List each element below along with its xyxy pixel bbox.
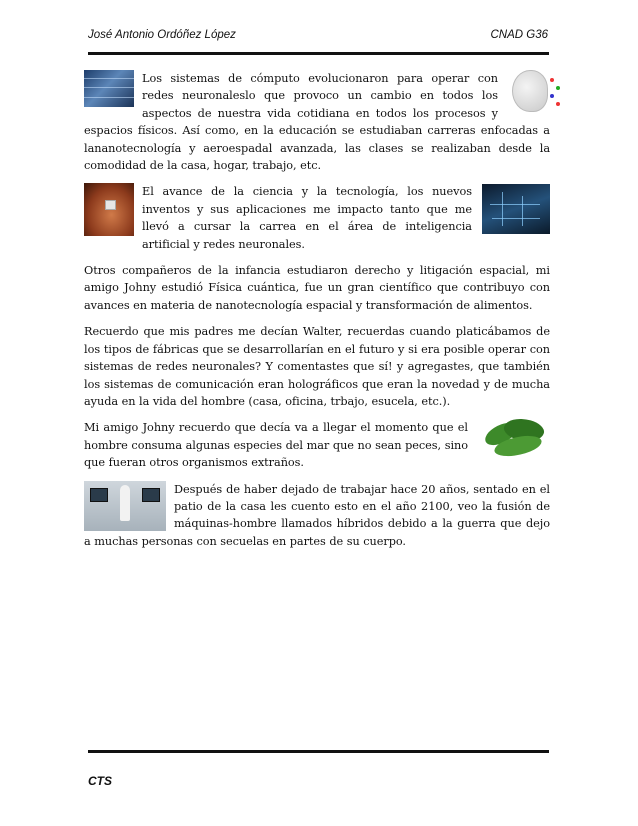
paragraph-4 — [84, 323, 550, 410]
header-course-code: CNAD G36 — [490, 29, 548, 41]
footer-rule — [88, 750, 549, 753]
footer-label: CTS — [88, 774, 112, 788]
paragraph-3 — [84, 262, 550, 314]
paragraph-5 — [84, 419, 550, 471]
header-rule — [88, 52, 549, 55]
paragraph-2-text: El avance de la ciencia y la tecnología, los nuevos inventos y sus aplicaciones me impacto tanto que me llevó a cursar la carrea en el área de inteligencia artificial y redes neuronales. — [142, 185, 472, 251]
paragraph-5-text: Mi amigo Johny recuerdo que decía va a llegar el momento que el hombre consuma algunas especies del mar que no sean peces, sino que fueran otros organismos extraños. — [84, 421, 468, 470]
page-header — [88, 29, 548, 49]
paragraph-1-text: Los sistemas de cómputo evolucionaron para operar con redes neuronaleslo que provoco un cambio en todos los aspectos de nuestra vida cotidiana en todos los procesos y espacios físicos. Así como, en la educación se estudiaban carreras enfocadas a lananotecnología y aeroespadal avanzada, las clases se realizaban desde la comodidad de la casa, hogar, trabajo, etc. — [84, 72, 550, 173]
document-body — [84, 70, 550, 559]
neural-brain-image — [506, 64, 566, 119]
circuit-city-image — [482, 184, 550, 234]
paragraph-6-text: Después de haber dejado de trabajar hace 20 años, sentado en el patio de la casa les cuento esto en el año 2100, veo la fusión de máquinas-hombre llamados híbridos debido a la guerra que dejo a muchas personas con secuelas en partes de su cuerpo. — [84, 482, 550, 548]
paragraph-1 — [84, 70, 550, 174]
header-author: José Antonio Ordóñez López — [88, 29, 236, 41]
technology-image — [84, 70, 134, 107]
paragraph-6 — [84, 481, 550, 551]
laboratory-image — [84, 481, 166, 531]
seaweed-image — [476, 411, 556, 466]
chip-on-finger-image — [84, 183, 134, 236]
paragraph-3-text: Otros compañeros de la infancia estudiaron derecho y litigación espacial, mi amigo Johny estudió Física cuántica, fue un gran científico que contribuyo con avances en materia de nanotecnología espacial y transformación de alimentos. — [84, 264, 550, 312]
paragraph-2 — [84, 183, 550, 253]
paragraph-4-text: Recuerdo que mis padres me decían Walter, recuerdas cuando platicábamos de los tipos de fábricas que se desarrollarían en el futuro y si era posible operar con sistemas de redes neuronales? Y comentastes que sí! y agregastes, que también los sistemas de comunicación eran holográficos que eran la novedad y de mucha ayuda en la vida del hombre (casa, oficina, trbajo, esucela, etc.). — [84, 325, 550, 408]
